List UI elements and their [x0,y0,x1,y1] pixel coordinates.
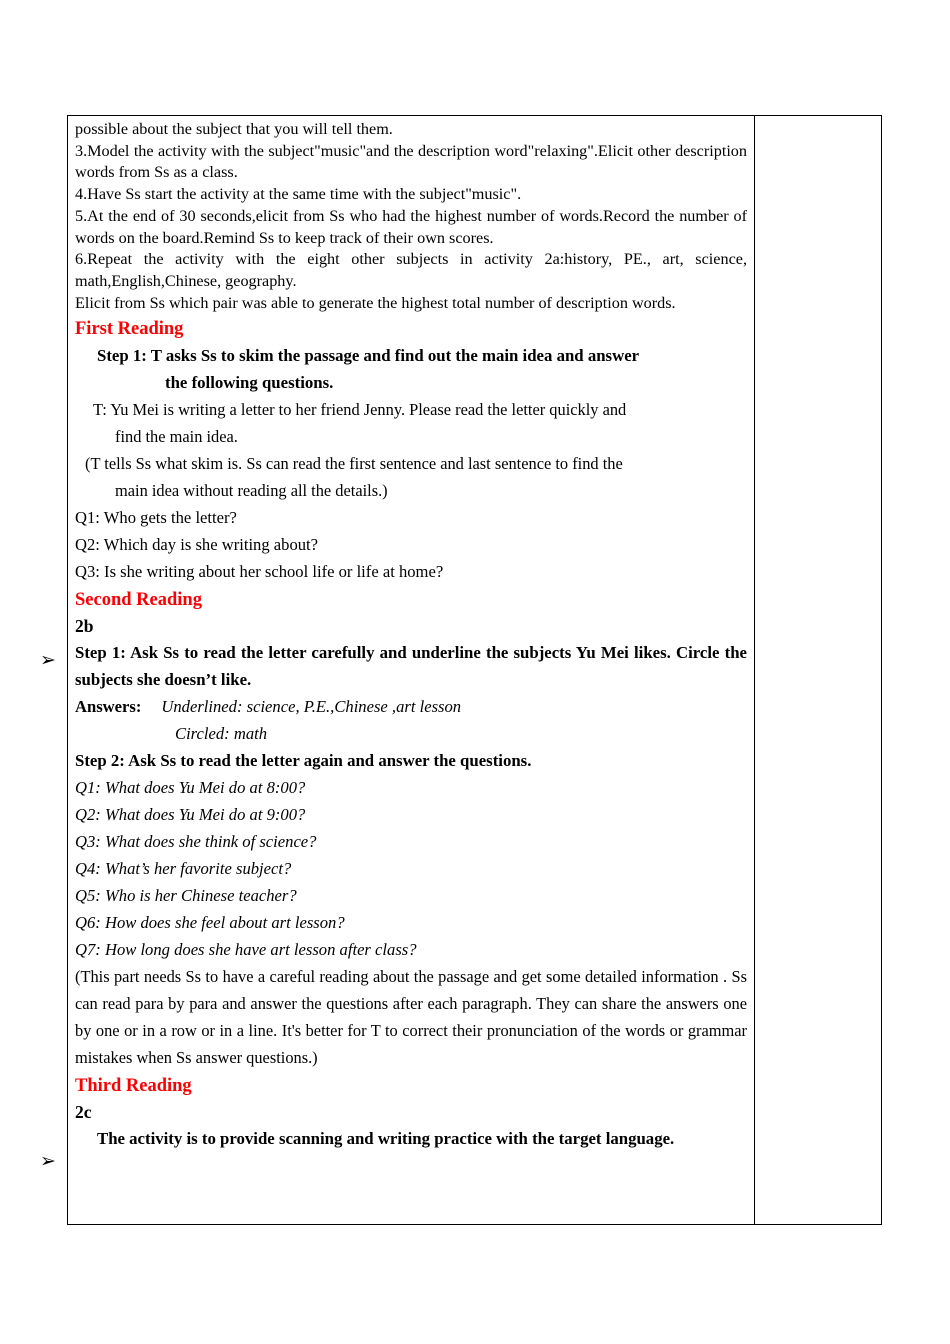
second-reading-step1: Step 1: Ask Ss to read the letter carefully and underline the subjects Yu Mei likes. Circle the subjects she doesn’t like. [75,643,747,690]
first-reading-step1-line1: Step 1: T asks Ss to skim the passage and find out the main idea and answer [97,346,640,366]
second-reading-question-4: Q4: What’s her favorite subject? [75,859,292,879]
first-reading-teacher-line1: T: Yu Mei is writing a letter to her friend Jenny. Please read the letter quickly and [93,400,627,420]
first-reading-teacher-line2: find the main idea. [115,427,238,447]
second-reading-question-7: Q7: How long does she have art lesson after class? [75,940,417,960]
second-reading-answers-circled: Circled: math [175,724,268,744]
third-reading-description: The activity is to provide scanning and writing practice with the target language. [97,1129,675,1149]
second-reading-question-1: Q1: What does Yu Mei do at 8:00? [75,778,306,798]
third-reading-activity-label: 2c [75,1102,92,1123]
third-reading-heading: Third Reading [75,1076,192,1097]
intro-line-5: 6.Repeat the activity with the eight other subjects in activity 2a:history, PE., art, science, math,English,Chinese, geography. [75,250,747,290]
table-cell-side-column [755,116,881,1224]
second-reading-step2: Step 2: Ask Ss to read the letter again and answer the questions. [75,751,532,771]
first-reading-question-3: Q3: Is she writing about her school life or life at home? [75,562,444,582]
first-reading-heading: First Reading [75,319,184,340]
second-reading-question-3: Q3: What does she think of science? [75,832,317,852]
bullet-marker-2c: ➢ [40,1150,56,1172]
first-reading-step1-line2: the following questions. [165,373,334,393]
intro-line-1: possible about the subject that you will tell them. [75,120,393,138]
second-reading-question-5: Q5: Who is her Chinese teacher? [75,886,297,906]
intro-line-6: Elicit from Ss which pair was able to generate the highest total number of description words. [75,293,676,312]
second-reading-activity-label: 2b [75,616,94,637]
second-reading-answers-line [75,693,747,720]
first-reading-paren-line2: main idea without reading all the details.) [115,481,388,501]
lesson-plan-table [67,115,882,1225]
intro-line-2: 3.Model the activity with the subject"music"and the description word"relaxing".Elicit other description words from Ss as a class. [75,141,747,182]
first-reading-paren-line1: (T tells Ss what skim is. Ss can read the first sentence and last sentence to find the [85,454,623,474]
second-reading-question-6: Q6: How does she feel about art lesson? [75,913,345,933]
intro-line-4: 5.At the end of 30 seconds,elicit from Ss who had the highest number of words.Record the number of words on the board.Remind Ss to keep track of their own scores. [75,206,747,247]
answers-label: Answers: [75,697,142,717]
first-reading-question-2: Q2: Which day is she writing about? [75,535,319,555]
answers-underlined: Underlined: science, P.E.,Chinese ,art lesson [161,697,462,717]
second-reading-heading: Second Reading [75,590,202,611]
second-reading-question-2: Q2: What does Yu Mei do at 9:00? [75,805,306,825]
table-cell-main-content [68,116,755,1224]
intro-line-3: 4.Have Ss start the activity at the same time with the subject"music". [75,185,522,204]
second-reading-note: (This part needs Ss to have a careful reading about the passage and get some detailed information . Ss can read para by para and answer the questions after each paragraph. They can share the answers one by one or in a row or in a line. It's better for T to correct their pronunciation of the words or grammar mistakes when Ss answer questions.) [75,967,747,1068]
first-reading-question-1: Q1: Who gets the letter? [75,508,237,528]
bullet-marker-2b: ➢ [40,649,56,671]
